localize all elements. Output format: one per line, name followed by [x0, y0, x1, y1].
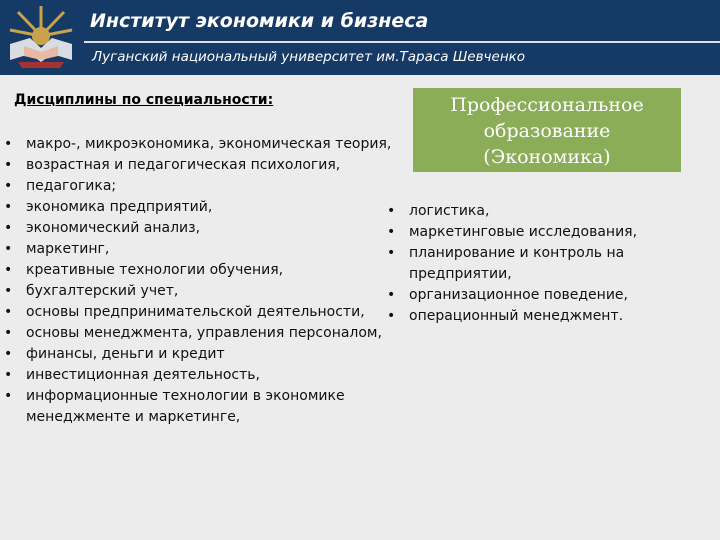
list-item: • экономический анализ,	[0, 218, 400, 239]
box-line: образование	[483, 120, 611, 142]
list-item: • основы менеджмента, управления персоналом,	[0, 323, 400, 344]
list-item: • логистика,	[383, 201, 720, 222]
box-line: (Экономика)	[483, 146, 611, 168]
list-item: • инвестиционная деятельность,	[0, 365, 400, 386]
list-item: • финансы, деньги и кредит	[0, 344, 400, 365]
list-item: • планирование и контроль на предприятии,	[383, 243, 720, 285]
university-logo-icon	[4, 2, 78, 72]
specialization-list	[383, 201, 720, 327]
professional-education-box	[413, 88, 681, 172]
list-item: • бухгалтерский учет,	[0, 281, 400, 302]
header-bar	[0, 0, 720, 75]
disciplines-heading: Дисциплины по специальности:	[14, 92, 274, 108]
disciplines-list	[0, 134, 400, 428]
list-item: • информационные технологии в экономике менеджменте и маркетинге,	[0, 386, 400, 428]
list-item: • маркетинг,	[0, 239, 400, 260]
list-item: • креативные технологии обучения,	[0, 260, 400, 281]
list-item: • макро-, микроэкономика, экономическая теория,	[0, 134, 400, 155]
list-item: • маркетинговые исследования,	[383, 222, 720, 243]
institute-title: Институт экономики и бизнеса	[90, 10, 429, 32]
list-item: • основы предпринимательской деятельности,	[0, 302, 400, 323]
list-item: • организационное поведение,	[383, 285, 720, 306]
university-subtitle: Луганский национальный университет им.Тараса Шевченко	[92, 49, 526, 65]
list-item: • педагогика;	[0, 176, 400, 197]
list-item: • возрастная и педагогическая психология,	[0, 155, 400, 176]
list-item: • экономика предприятий,	[0, 197, 400, 218]
title-divider	[84, 41, 720, 43]
list-item: • операционный менеджмент.	[383, 306, 720, 327]
box-line: Профессиональное	[450, 94, 644, 116]
